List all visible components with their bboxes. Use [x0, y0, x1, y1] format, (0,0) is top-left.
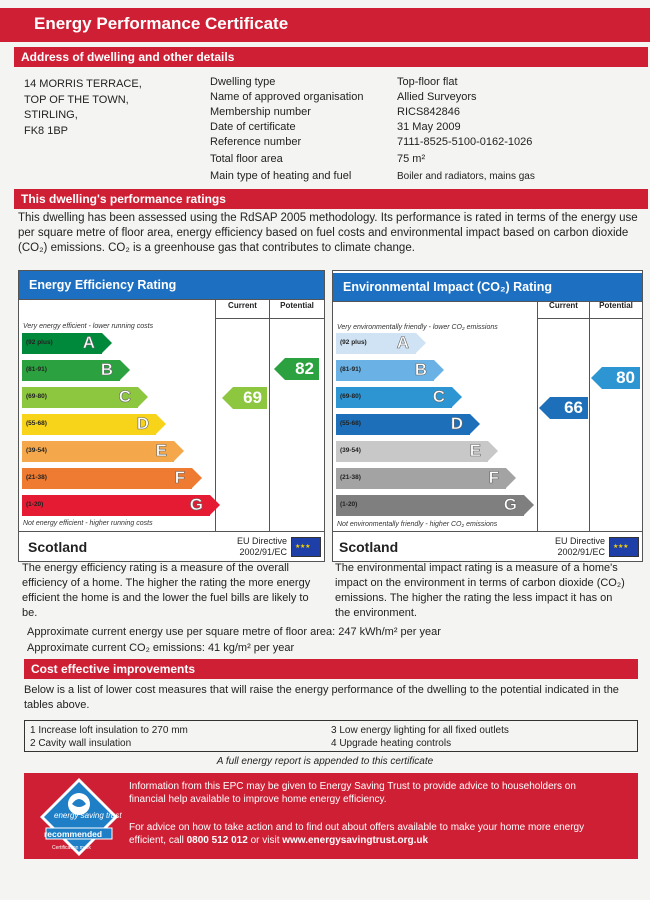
- appendix-note: A full energy report is appended to this certificate: [216, 756, 434, 767]
- improvement-item: 3 Low energy lighting for all fixed outlets: [331, 725, 509, 736]
- logo-text: energy saving trust: [54, 811, 122, 820]
- band-range: (39-54): [340, 447, 361, 454]
- band-letter: G: [503, 495, 517, 514]
- band-range: (69-80): [26, 393, 47, 400]
- band-letter: G: [189, 495, 203, 514]
- detail-value: 31 May 2009: [397, 121, 461, 133]
- divider: [589, 301, 590, 532]
- band-letter: D: [450, 414, 463, 433]
- improvement-item: 1 Increase loft insulation to 270 mm: [30, 725, 188, 736]
- region-label: Scotland: [339, 539, 399, 555]
- eu-label: EU Directive: [554, 536, 605, 546]
- current-rating-arrow: 69: [233, 387, 267, 409]
- detail-label: Main type of heating and fuel: [210, 170, 352, 182]
- energy-use: Approximate current energy use per square metre of floor area: 247 kWh/m² per year: [27, 626, 441, 638]
- address-line: STIRLING,: [24, 109, 78, 122]
- bottom-note: Not environmentally friendly - higher CO₂ emissions: [337, 521, 498, 528]
- footer-banner: [24, 773, 638, 859]
- improvements-intro: Below is a list of lower cost measures that will raise the energy performance of the dwelling to the potential indicated in the tables above.: [24, 684, 619, 711]
- footer-advice-mid: or visit: [247, 835, 283, 846]
- band-c: [336, 387, 452, 408]
- chart-title: Energy Efficiency Rating: [19, 271, 324, 299]
- band-f: [22, 468, 192, 489]
- eu-flag-icon: [609, 537, 639, 557]
- col-potential: Potential: [599, 301, 633, 310]
- band-c: [22, 387, 138, 408]
- address-line: 14 MORRIS TERRACE,: [24, 78, 142, 90]
- band-letter: C: [118, 387, 131, 406]
- divider: [538, 318, 642, 319]
- band-range: (92 plus): [340, 339, 367, 346]
- detail-label: Name of approved organisation: [210, 91, 364, 103]
- band-g: [22, 495, 210, 516]
- band-e: [336, 441, 488, 462]
- band-f: [336, 468, 506, 489]
- improvement-item: 4 Upgrade heating controls: [331, 738, 452, 749]
- band-range: (21-38): [26, 474, 47, 481]
- band-range: (55-68): [340, 420, 361, 427]
- logo-mark: Certification mark: [52, 845, 91, 851]
- detail-label: Date of certificate: [210, 121, 296, 133]
- section-address-header: Address of dwelling and other details: [14, 47, 648, 67]
- bottom-note: Not energy efficient - higher running costs: [23, 520, 153, 527]
- potential-rating-arrow: 80: [602, 367, 640, 389]
- divider: [537, 301, 538, 532]
- footer-advice-text: For advice on how to take action and to find out about offers available to make your home more energy efficient, call: [129, 822, 585, 846]
- band-letter: C: [432, 387, 445, 406]
- logo-badge: recommended: [44, 829, 103, 839]
- band-b: [336, 360, 434, 381]
- band-a: [336, 333, 416, 354]
- section-improvements-header: Cost effective improvements: [24, 659, 638, 679]
- band-e: [22, 441, 174, 462]
- band-range: (92 plus): [26, 339, 53, 346]
- section-performance-header: This dwelling's performance ratings: [14, 189, 648, 209]
- band-d: [22, 414, 156, 435]
- band-letter: B: [100, 360, 113, 379]
- current-rating-arrow: 66: [550, 397, 588, 419]
- eu-label: EU Directive: [236, 536, 287, 546]
- band-range: (39-54): [26, 447, 47, 454]
- improvement-item: 2 Cavity wall insulation: [30, 738, 132, 749]
- detail-values: [397, 75, 535, 184]
- detail-label: Reference number: [210, 136, 302, 148]
- website-link[interactable]: www.energysavingtrust.org.uk: [282, 835, 429, 846]
- top-note: Very environmentally friendly - lower CO₂ emissions: [337, 324, 498, 331]
- detail-value: 7111-8525-5100-0162-1026: [397, 136, 533, 148]
- band-range: (1-20): [26, 501, 44, 508]
- band-a: [22, 333, 102, 354]
- band-letter: D: [136, 414, 149, 433]
- band-letter: A: [396, 333, 409, 352]
- energy-efficiency-chart: [18, 270, 325, 562]
- eu-code: 2002/91/EC: [557, 547, 605, 557]
- col-potential: Potential: [280, 301, 314, 310]
- band-b: [22, 360, 120, 381]
- co2-description: The environmental impact rating is a measure of a home's impact on the environment in terms of carbon dioxide (CO₂) emissions. The higher the rating the less impact it has on the environment.: [335, 562, 625, 619]
- col-current: Current: [228, 301, 257, 310]
- eu-directive: [219, 536, 287, 558]
- page-title: Energy Performance Certificate: [0, 8, 650, 42]
- footer-info: Information from this EPC may be given to Energy Saving Trust to provide advice to householders on financial help available to improve home energy efficiency.: [129, 781, 576, 805]
- divider: [19, 531, 324, 532]
- region-label: Scotland: [28, 539, 88, 555]
- detail-value: 75 m²: [397, 153, 426, 165]
- band-range: (69-80): [340, 393, 361, 400]
- band-letter: E: [469, 441, 481, 460]
- eu-code: 2002/91/EC: [239, 547, 287, 557]
- detail-value: Boiler and radiators, mains gas: [397, 171, 535, 182]
- band-letter: A: [82, 333, 95, 352]
- band-range: (81-91): [26, 366, 47, 373]
- co2-emissions: Approximate current CO₂ emissions: 41 kg/m² per year: [27, 642, 295, 654]
- band-letter: E: [155, 441, 167, 460]
- detail-labels: [210, 75, 363, 184]
- detail-label: Membership number: [210, 106, 311, 118]
- col-current: Current: [549, 301, 578, 310]
- energy-description: The energy efficiency rating is a measure of the overall efficiency of a home. The higher the rating the more energy efficient the home is and the lower the fuel bills are likely to be.: [22, 562, 311, 619]
- eu-directive: [537, 536, 605, 558]
- band-letter: B: [414, 360, 427, 379]
- detail-value: RICS842846: [397, 106, 460, 118]
- band-letter: F: [488, 468, 499, 487]
- band-range: (1-20): [340, 501, 358, 508]
- footer-advice: [129, 821, 599, 847]
- address-line: FK8 1BP: [24, 124, 69, 137]
- detail-value: Top-floor flat: [397, 76, 458, 88]
- divider: [216, 318, 324, 319]
- band-range: (21-38): [340, 474, 361, 481]
- band-d: [336, 414, 470, 435]
- phone-number[interactable]: 0800 512 012: [186, 835, 248, 846]
- address-line: TOP OF THE TOWN,: [24, 93, 129, 106]
- detail-label: Dwelling type: [210, 76, 276, 88]
- divider: [333, 531, 642, 532]
- address-block: [24, 77, 142, 139]
- improvements-list: [24, 720, 638, 752]
- top-note: Very energy efficient - lower running costs: [23, 323, 154, 330]
- assessment-text: This dwelling has been assessed using the RdSAP 2005 methodology. Its performance is rated in terms of the energy use per square metre of floor area, energy efficiency based on fuel costs and environmental impact based on carbon dioxide (CO₂) emissions. CO₂ is a greenhouse gas that contributes to climate change.: [18, 212, 638, 254]
- band-range: (81-91): [340, 366, 361, 373]
- chart-title: Environmental Impact (CO₂) Rating: [333, 273, 642, 301]
- band-letter: F: [174, 468, 185, 487]
- eu-flag-icon: [291, 537, 321, 557]
- potential-rating-arrow: 82: [285, 358, 319, 380]
- co2-impact-chart: [332, 270, 643, 562]
- detail-value: Allied Surveyors: [397, 91, 477, 103]
- divider: [19, 299, 324, 300]
- band-g: [336, 495, 524, 516]
- divider: [269, 299, 270, 532]
- band-range: (55-68): [26, 420, 47, 427]
- detail-label: Total floor area: [210, 153, 283, 165]
